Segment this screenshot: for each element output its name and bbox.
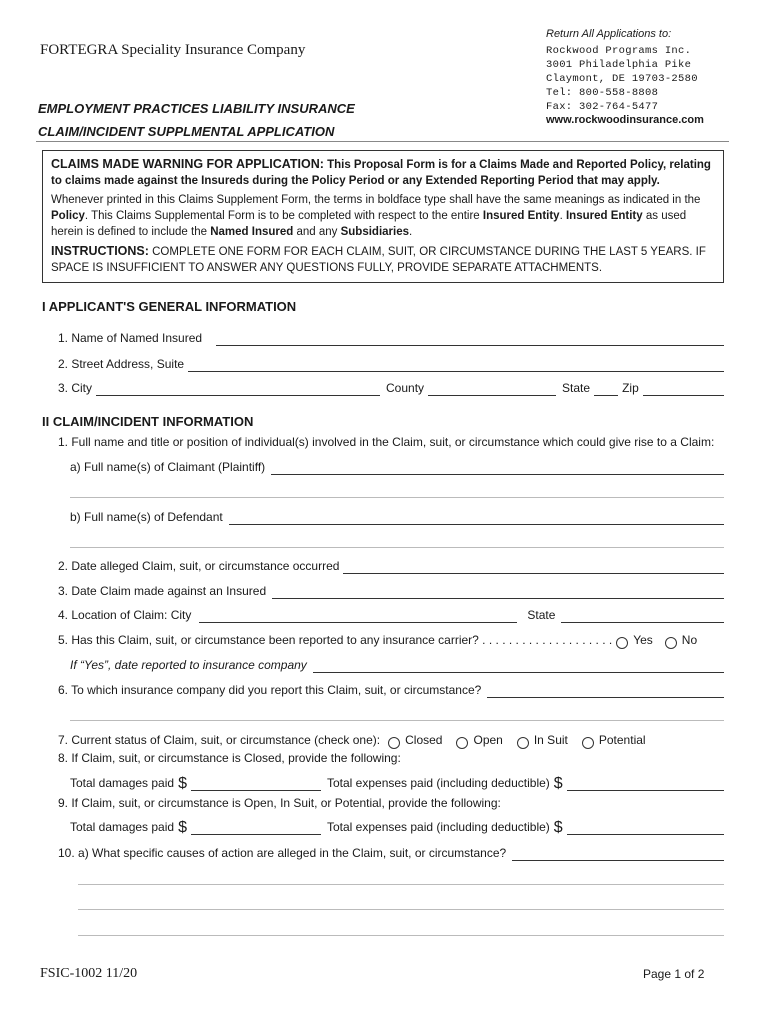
term-insured-entity: Insured Entity — [565, 210, 643, 222]
status-potential-label: Potential — [598, 733, 646, 747]
causes-line-2[interactable] — [78, 883, 724, 885]
open-expenses-field[interactable] — [567, 820, 724, 835]
defendant-label: b) Full name(s) of Defendant — [70, 510, 223, 524]
status-in-suit-label: In Suit — [533, 733, 568, 747]
warning-text: as used herein is defined to include the — [51, 210, 687, 238]
closed-row — [58, 751, 401, 766]
defendant-field[interactable] — [229, 510, 724, 525]
term-subsidiaries: Subsidiaries — [340, 226, 409, 238]
named-insured-field[interactable] — [216, 331, 724, 346]
status-row — [58, 733, 646, 748]
address-line-1: Rockwood Programs Inc. — [546, 45, 692, 57]
defendant-row — [70, 510, 724, 525]
county-label: County — [386, 381, 425, 395]
reported-row — [58, 633, 697, 648]
warning-text: and any — [293, 226, 341, 238]
return-heading: Return All Applications to: — [546, 28, 672, 40]
claimant-label: a) Full name(s) of Claimant (Plaintiff) — [70, 460, 266, 474]
closed-damages-label: Total damages paid — [70, 776, 175, 790]
state-field[interactable] — [594, 381, 618, 396]
defendant-continuation-line[interactable] — [70, 546, 724, 548]
date-claim-made-row — [58, 584, 724, 599]
insurer-continuation-line[interactable] — [70, 719, 724, 721]
section-2-title: II CLAIM/INCIDENT INFORMATION — [42, 414, 254, 429]
county-field[interactable] — [428, 381, 556, 396]
open-amounts-row — [70, 820, 724, 835]
location-state-field[interactable] — [561, 608, 724, 623]
reported-label: 5. Has this Claim, suit, or circumstance been reported to any insurance carrier? . . . . . . . . . . . . . . . . . . . . — [58, 633, 613, 647]
date-occurred-field[interactable] — [343, 559, 724, 574]
reported-yes-label: Yes — [633, 633, 653, 647]
phone-line: Tel: 800-558-8808 — [546, 87, 659, 99]
page-number: Page 1 of 2 — [643, 967, 705, 981]
status-in-suit-radio[interactable] — [517, 737, 529, 749]
open-row — [58, 796, 501, 811]
named-insured-label: 1. Name of Named Insured — [58, 331, 203, 345]
status-potential-radio[interactable] — [582, 737, 594, 749]
instructions-label: INSTRUCTIONS: — [51, 244, 149, 258]
section-1-title: I APPLICANT'S GENERAL INFORMATION — [42, 299, 297, 314]
status-open-label: Open — [473, 733, 503, 747]
status-closed-radio[interactable] — [388, 737, 400, 749]
form-code: FSIC-1002 11/20 — [40, 966, 138, 981]
q1-row — [58, 435, 714, 450]
location-city-label: 4. Location of Claim: City — [58, 608, 192, 622]
insurer-row — [58, 683, 724, 698]
open-expenses-label: Total expenses paid (including deductible) — [326, 820, 550, 834]
zip-field[interactable] — [643, 381, 724, 396]
causes-label: 10. a) What specific causes of action are alleged in the Claim, suit, or circumstance? — [58, 846, 507, 860]
open-damages-label: Total damages paid — [70, 820, 175, 834]
location-state-label: State — [527, 608, 556, 622]
reported-yes-radio[interactable] — [616, 637, 628, 649]
status-open-radio[interactable] — [456, 737, 468, 749]
term-named-insured: Named Insured — [210, 226, 294, 238]
instructions-text: COMPLETE ONE FORM FOR EACH CLAIM, SUIT, OR CIRCUMSTANCE DURING THE LAST 5 YEARS. IF SPACE IS INSUFFICIENT TO ANSWER ANY QUESTIONS FULLY, PROVIDE SEPARATE ATTACHMENTS. — [51, 246, 706, 274]
zip-label: Zip — [622, 381, 639, 395]
date-claim-made-field[interactable] — [272, 584, 724, 599]
date-occurred-label: 2. Date alleged Claim, suit, or circumstance occurred — [58, 559, 340, 573]
warning-heading-text: This Proposal Form is for a Claims Made and Reported Policy, relating to claims made against the Insureds during the Policy Period or any Extended Reporting Period that may apply. — [51, 159, 711, 187]
open-damages-field[interactable] — [191, 820, 321, 835]
causes-line-4[interactable] — [78, 934, 724, 936]
causes-field[interactable] — [512, 846, 724, 861]
reported-no-label: No — [681, 633, 698, 647]
dollar-sign: $ — [178, 775, 187, 792]
claimant-row — [70, 460, 724, 475]
city-field[interactable] — [96, 381, 380, 396]
warning-text: Whenever printed in this Claims Supplement Form, the terms in boldface type shall have the same meanings as indicated in the — [51, 194, 701, 206]
date-claim-made-label: 3. Date Claim made against an Insured — [58, 584, 267, 598]
warning-text: . — [409, 226, 413, 238]
closed-damages-field[interactable] — [191, 776, 321, 791]
claimant-field[interactable] — [271, 460, 724, 475]
state-label: State — [562, 381, 591, 395]
dollar-sign: $ — [178, 819, 187, 836]
term-insured-entity: Insured Entity — [482, 210, 560, 222]
address-line-2: 3001 Philadelphia Pike — [546, 59, 692, 71]
city-row — [58, 381, 724, 396]
street-address-row — [58, 357, 724, 372]
named-insured-row — [58, 331, 724, 346]
fax-line: Fax: 302-764-5477 — [546, 101, 659, 113]
date-reported-label: If “Yes”, date reported to insurance company — [70, 658, 307, 672]
reported-no-radio[interactable] — [665, 637, 677, 649]
status-label: 7. Current status of Claim, suit, or circumstance (check one): — [58, 733, 381, 747]
date-reported-row — [70, 658, 724, 673]
open-instructions-label: 9. If Claim, suit, or circumstance is Open, In Suit, or Potential, provide the following: — [58, 796, 501, 810]
insurer-field[interactable] — [487, 683, 724, 698]
company-name: FORTEGRA Speciality Insurance Company — [40, 42, 306, 58]
causes-row — [58, 846, 724, 861]
street-address-field[interactable] — [188, 357, 724, 372]
header-divider — [36, 141, 729, 142]
warning-text: . This Claims Supplemental Form is to be completed with respect to the entire — [84, 210, 483, 222]
website-link[interactable]: www.rockwoodinsurance.com — [546, 114, 704, 126]
warning-text: . — [559, 210, 566, 222]
closed-expenses-field[interactable] — [567, 776, 724, 791]
term-policy: Policy — [51, 210, 85, 222]
date-reported-field[interactable] — [313, 658, 724, 673]
dollar-sign: $ — [553, 819, 563, 836]
closed-instructions-label: 8. If Claim, suit, or circumstance is Closed, provide the following: — [58, 751, 401, 765]
closed-expenses-label: Total expenses paid (including deductible) — [326, 776, 550, 790]
status-closed-label: Closed — [405, 733, 443, 747]
location-city-field[interactable] — [199, 608, 517, 623]
date-occurred-row — [58, 559, 724, 574]
street-address-label: 2. Street Address, Suite — [58, 357, 185, 371]
city-label: 3. City — [58, 381, 93, 395]
dollar-sign: $ — [553, 775, 563, 792]
claims-warning-box — [42, 150, 724, 283]
closed-amounts-row — [70, 776, 724, 791]
form-title-line-1: EMPLOYMENT PRACTICES LIABILITY INSURANCE — [38, 101, 355, 116]
address-line-3: Claymont, DE 19703-2580 — [546, 73, 698, 85]
insurer-label: 6. To which insurance company did you report this Claim, suit, or circumstance? — [58, 683, 482, 697]
claimant-continuation-line[interactable] — [70, 496, 724, 498]
individuals-involved-label: 1. Full name and title or position of individual(s) involved in the Claim, suit, or circumstance which could give rise to a Claim: — [58, 435, 715, 449]
location-row — [58, 608, 724, 623]
form-title-line-2: CLAIM/INCIDENT SUPPLMENTAL APPLICATION — [38, 124, 335, 139]
causes-line-3[interactable] — [78, 908, 724, 910]
warning-heading: CLAIMS MADE WARNING FOR APPLICATION: — [51, 157, 324, 171]
